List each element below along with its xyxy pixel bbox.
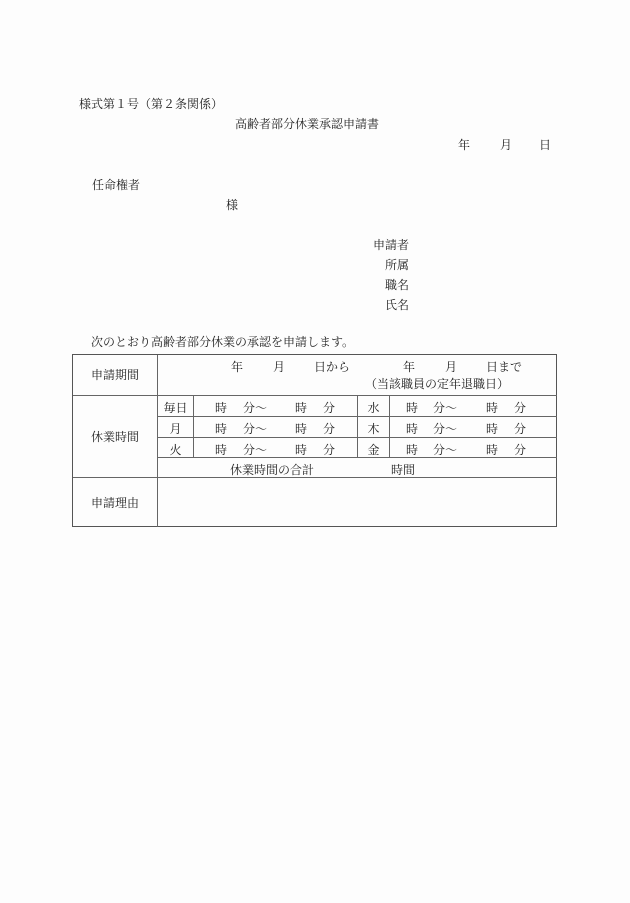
minute-start-unit: 分〜: [433, 401, 458, 415]
addressee-honorific: 様: [226, 198, 239, 212]
period-to-month: 月: [445, 360, 458, 374]
minute-start-unit: 分〜: [243, 422, 268, 436]
minute-start-unit: 分〜: [243, 443, 268, 457]
hour-end-unit: 時: [486, 422, 499, 436]
day-label: 月: [169, 422, 182, 436]
minute-start-unit: 分〜: [243, 401, 268, 415]
hour-start-unit: 時: [406, 443, 419, 457]
minute-end-unit: 分: [323, 401, 336, 415]
form-number: 様式第１号（第２条関係）: [79, 97, 224, 111]
day-label: 金: [367, 443, 380, 457]
hours-total-label: 休業時間の合計: [230, 463, 315, 477]
addressee-label: 任命権者: [92, 178, 141, 192]
hour-start-unit: 時: [215, 443, 228, 457]
row-divider: [73, 477, 557, 478]
date-year-label: 年: [458, 138, 471, 152]
hours-total-unit: 時間: [391, 463, 416, 477]
hours-label: 休業時間: [90, 430, 139, 444]
intro-text: 次のとおり高齢者部分休業の承認を申請します。: [91, 335, 355, 349]
hour-start-unit: 時: [406, 401, 419, 415]
application-table: [72, 354, 557, 527]
document-title: 高齢者部分休業承認申請書: [235, 117, 380, 131]
day-label: 火: [169, 443, 182, 457]
minute-end-unit: 分: [514, 422, 527, 436]
hour-end-unit: 時: [295, 401, 308, 415]
hour-end-unit: 時: [295, 422, 308, 436]
minute-end-unit: 分: [323, 443, 336, 457]
minute-start-unit: 分〜: [433, 422, 458, 436]
period-from-day: 日から: [314, 360, 351, 374]
day-label: 木: [367, 422, 380, 436]
hour-end-unit: 時: [486, 401, 499, 415]
minute-end-unit: 分: [514, 443, 527, 457]
hour-start-unit: 時: [215, 401, 228, 415]
period-to-year: 年: [403, 360, 416, 374]
day-label: 水: [367, 401, 380, 415]
minute-end-unit: 分: [514, 401, 527, 415]
period-from-month: 月: [273, 360, 286, 374]
period-label: 申請期間: [90, 368, 139, 382]
hour-start-unit: 時: [406, 422, 419, 436]
hour-end-unit: 時: [486, 443, 499, 457]
applicant-position-label: 職名: [385, 278, 410, 292]
applicant-name-label: 氏名: [385, 298, 410, 312]
applicant-affiliation-label: 所属: [385, 258, 410, 272]
date-day-label: 日: [539, 138, 552, 152]
day-label: 毎日: [163, 401, 188, 415]
row-divider: [73, 395, 557, 396]
reason-field[interactable]: [159, 479, 555, 525]
day-column-divider: [193, 395, 194, 457]
reason-label: 申請理由: [90, 496, 139, 510]
day-column-divider: [389, 395, 390, 457]
period-from-year: 年: [231, 360, 244, 374]
period-note: （当該職員の定年退職日）: [365, 377, 510, 391]
minute-end-unit: 分: [323, 422, 336, 436]
date-month-label: 月: [500, 138, 513, 152]
hour-start-unit: 時: [215, 422, 228, 436]
minute-start-unit: 分〜: [433, 443, 458, 457]
period-to-day: 日まで: [486, 360, 523, 374]
hour-end-unit: 時: [295, 443, 308, 457]
applicant-label: 申請者: [373, 238, 410, 252]
